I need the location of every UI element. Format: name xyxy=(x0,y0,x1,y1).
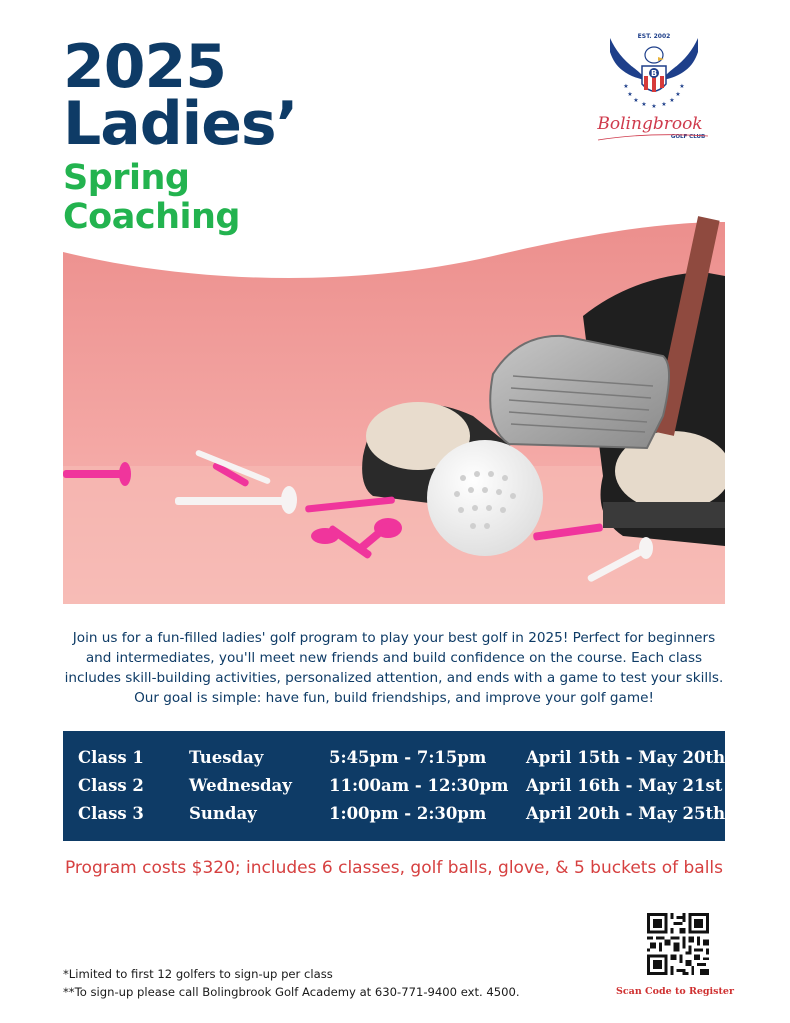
schedule-row xyxy=(63,776,725,800)
class-dates: April 16th - May 21st xyxy=(526,776,723,795)
svg-text:★: ★ xyxy=(661,101,667,108)
class-day: Wednesday xyxy=(189,776,292,795)
bolingbrook-logo xyxy=(588,28,718,148)
logo-club-name: Bolingbrook xyxy=(597,114,703,134)
eagle-head xyxy=(645,47,663,63)
intro-paragraph: Join us for a fun-filled ladies' golf program to play your best golf in 2025! Perfect for beginners and intermediates, you'll meet new friends and build confidence on the course. Each class includes skill-building activities, personalized attention, and ends with a game to test your skills. Our goal is simple: have fun, build friendships, and improve your golf game! xyxy=(64,630,724,706)
svg-text:★: ★ xyxy=(627,91,633,98)
svg-text:★: ★ xyxy=(641,101,647,108)
qr-code[interactable] xyxy=(647,913,709,975)
schedule-row xyxy=(63,804,725,828)
right-wing xyxy=(662,38,698,80)
logo-est-text: EST. 2002 xyxy=(637,33,671,40)
svg-text:★: ★ xyxy=(675,91,681,98)
class-name: Class 1 xyxy=(78,748,144,767)
svg-text:★: ★ xyxy=(669,97,675,104)
logo-shield-letter: B xyxy=(650,69,658,78)
class-time: 5:45pm - 7:15pm xyxy=(329,748,487,767)
svg-text:★: ★ xyxy=(623,83,629,90)
svg-text:★: ★ xyxy=(651,103,657,110)
title-ladies: Ladies’ xyxy=(63,89,298,159)
program-cost: Program costs $320; includes 6 classes, golf balls, glove, & 5 buckets of balls xyxy=(64,858,724,878)
class-day: Tuesday xyxy=(189,748,264,767)
qr-label: Scan Code to Register xyxy=(616,986,734,997)
class-dates: April 20th - May 25th xyxy=(526,804,726,823)
class-name: Class 2 xyxy=(78,776,144,795)
footnote-limit: *Limited to first 12 golfers to sign-up per class xyxy=(63,967,333,981)
class-time: 1:00pm - 2:30pm xyxy=(329,804,487,823)
schedule-table xyxy=(63,731,725,841)
svg-text:★: ★ xyxy=(679,83,685,90)
class-day: Sunday xyxy=(189,804,257,823)
schedule-row xyxy=(63,748,725,772)
golf-ball xyxy=(427,440,543,556)
left-wing xyxy=(610,38,646,80)
svg-text:★: ★ xyxy=(633,97,639,104)
subtitle-coaching: Coaching xyxy=(63,197,240,237)
logo-golf-club: GOLF CLUB xyxy=(670,134,706,140)
title-year: 2025 xyxy=(63,32,226,102)
hero-golf-image xyxy=(63,216,725,604)
footnote-signup: **To sign-up please call Bolingbrook Golf Academy at 630-771-9400 ext. 4500. xyxy=(63,985,520,999)
class-name: Class 3 xyxy=(78,804,144,823)
class-time: 11:00am - 12:30pm xyxy=(329,776,509,795)
class-dates: April 15th - May 20th xyxy=(526,748,726,767)
subtitle-spring: Spring xyxy=(63,158,190,198)
